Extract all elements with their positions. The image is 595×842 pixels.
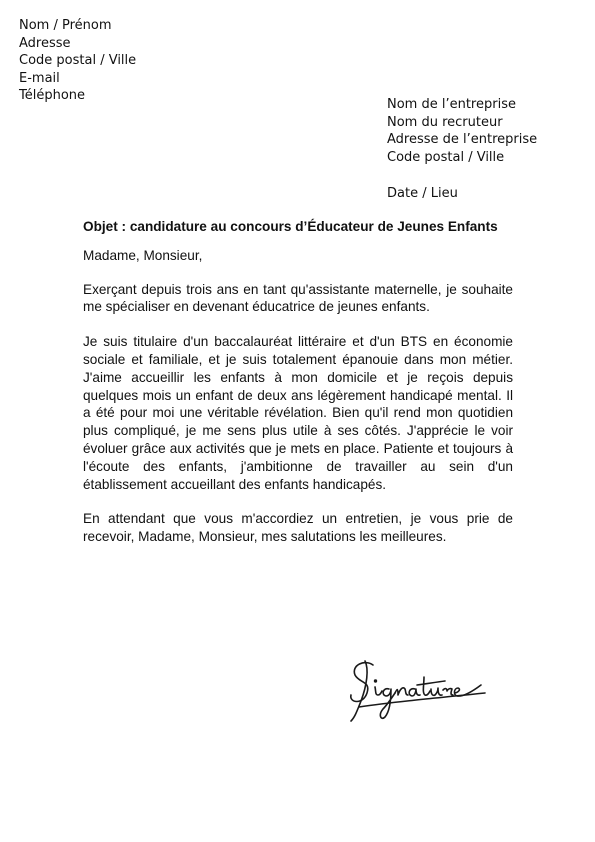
recipient-recruiter: Nom du recruteur: [387, 114, 503, 130]
letter-subject: Objet : candidature au concours d’Éducateur de Jeunes Enfants: [83, 219, 498, 234]
sender-name: Nom / Prénom: [19, 18, 112, 33]
recipient-address: Adresse de l’entreprise: [387, 132, 538, 148]
sender-block: [19, 17, 136, 105]
sender-address: Adresse: [19, 35, 71, 51]
recipient-postal-city: Code postal / Ville: [387, 149, 505, 165]
paragraph-closing: En attendant que vous m'accordiez un entretien, je vous prie de recevoir, Madame, Monsieur, mes salutations les meilleures.: [83, 511, 513, 545]
letter-body: [83, 218, 513, 563]
paragraph-intro: Exerçant depuis trois ans en tant qu'assistante maternelle, je souhaite me spécialiser en devenant éducatrice de jeunes enfants.: [83, 281, 513, 315]
recipient-block: [387, 96, 537, 166]
sender-email: E-mail: [19, 70, 60, 86]
handwritten-signature: [345, 655, 495, 730]
recipient-company: Nom de l’entreprise: [387, 97, 516, 112]
letter-salutation: Madame, Monsieur,: [83, 247, 203, 263]
date-place: Date / Lieu: [387, 186, 458, 201]
sender-phone: Téléphone: [19, 88, 86, 104]
paragraph-experience: Je suis titulaire d'un baccalauréat littéraire et d'un BTS en économie sociale et familiale, et je suis totalement épanouie dans mon métier. J'aime accueillir les enfants à mon domicile et je reçois depuis quelques mois un enfant de deux ans légèrement handicapé mental. Il a été pour moi une véritable révélation. Bien qu'il rend mon quotidien plus compliqué, je me sens plus utile à ses côtés. J'apprécie le voir évoluer grâce aux activités que je mets en place. Patiente et toujours à l'écoute des enfants, j'ambitionne de travailler au sein d'un établissement accueillant des enfants handicapés.: [83, 334, 513, 492]
sender-postal-city: Code postal / Ville: [19, 53, 137, 69]
